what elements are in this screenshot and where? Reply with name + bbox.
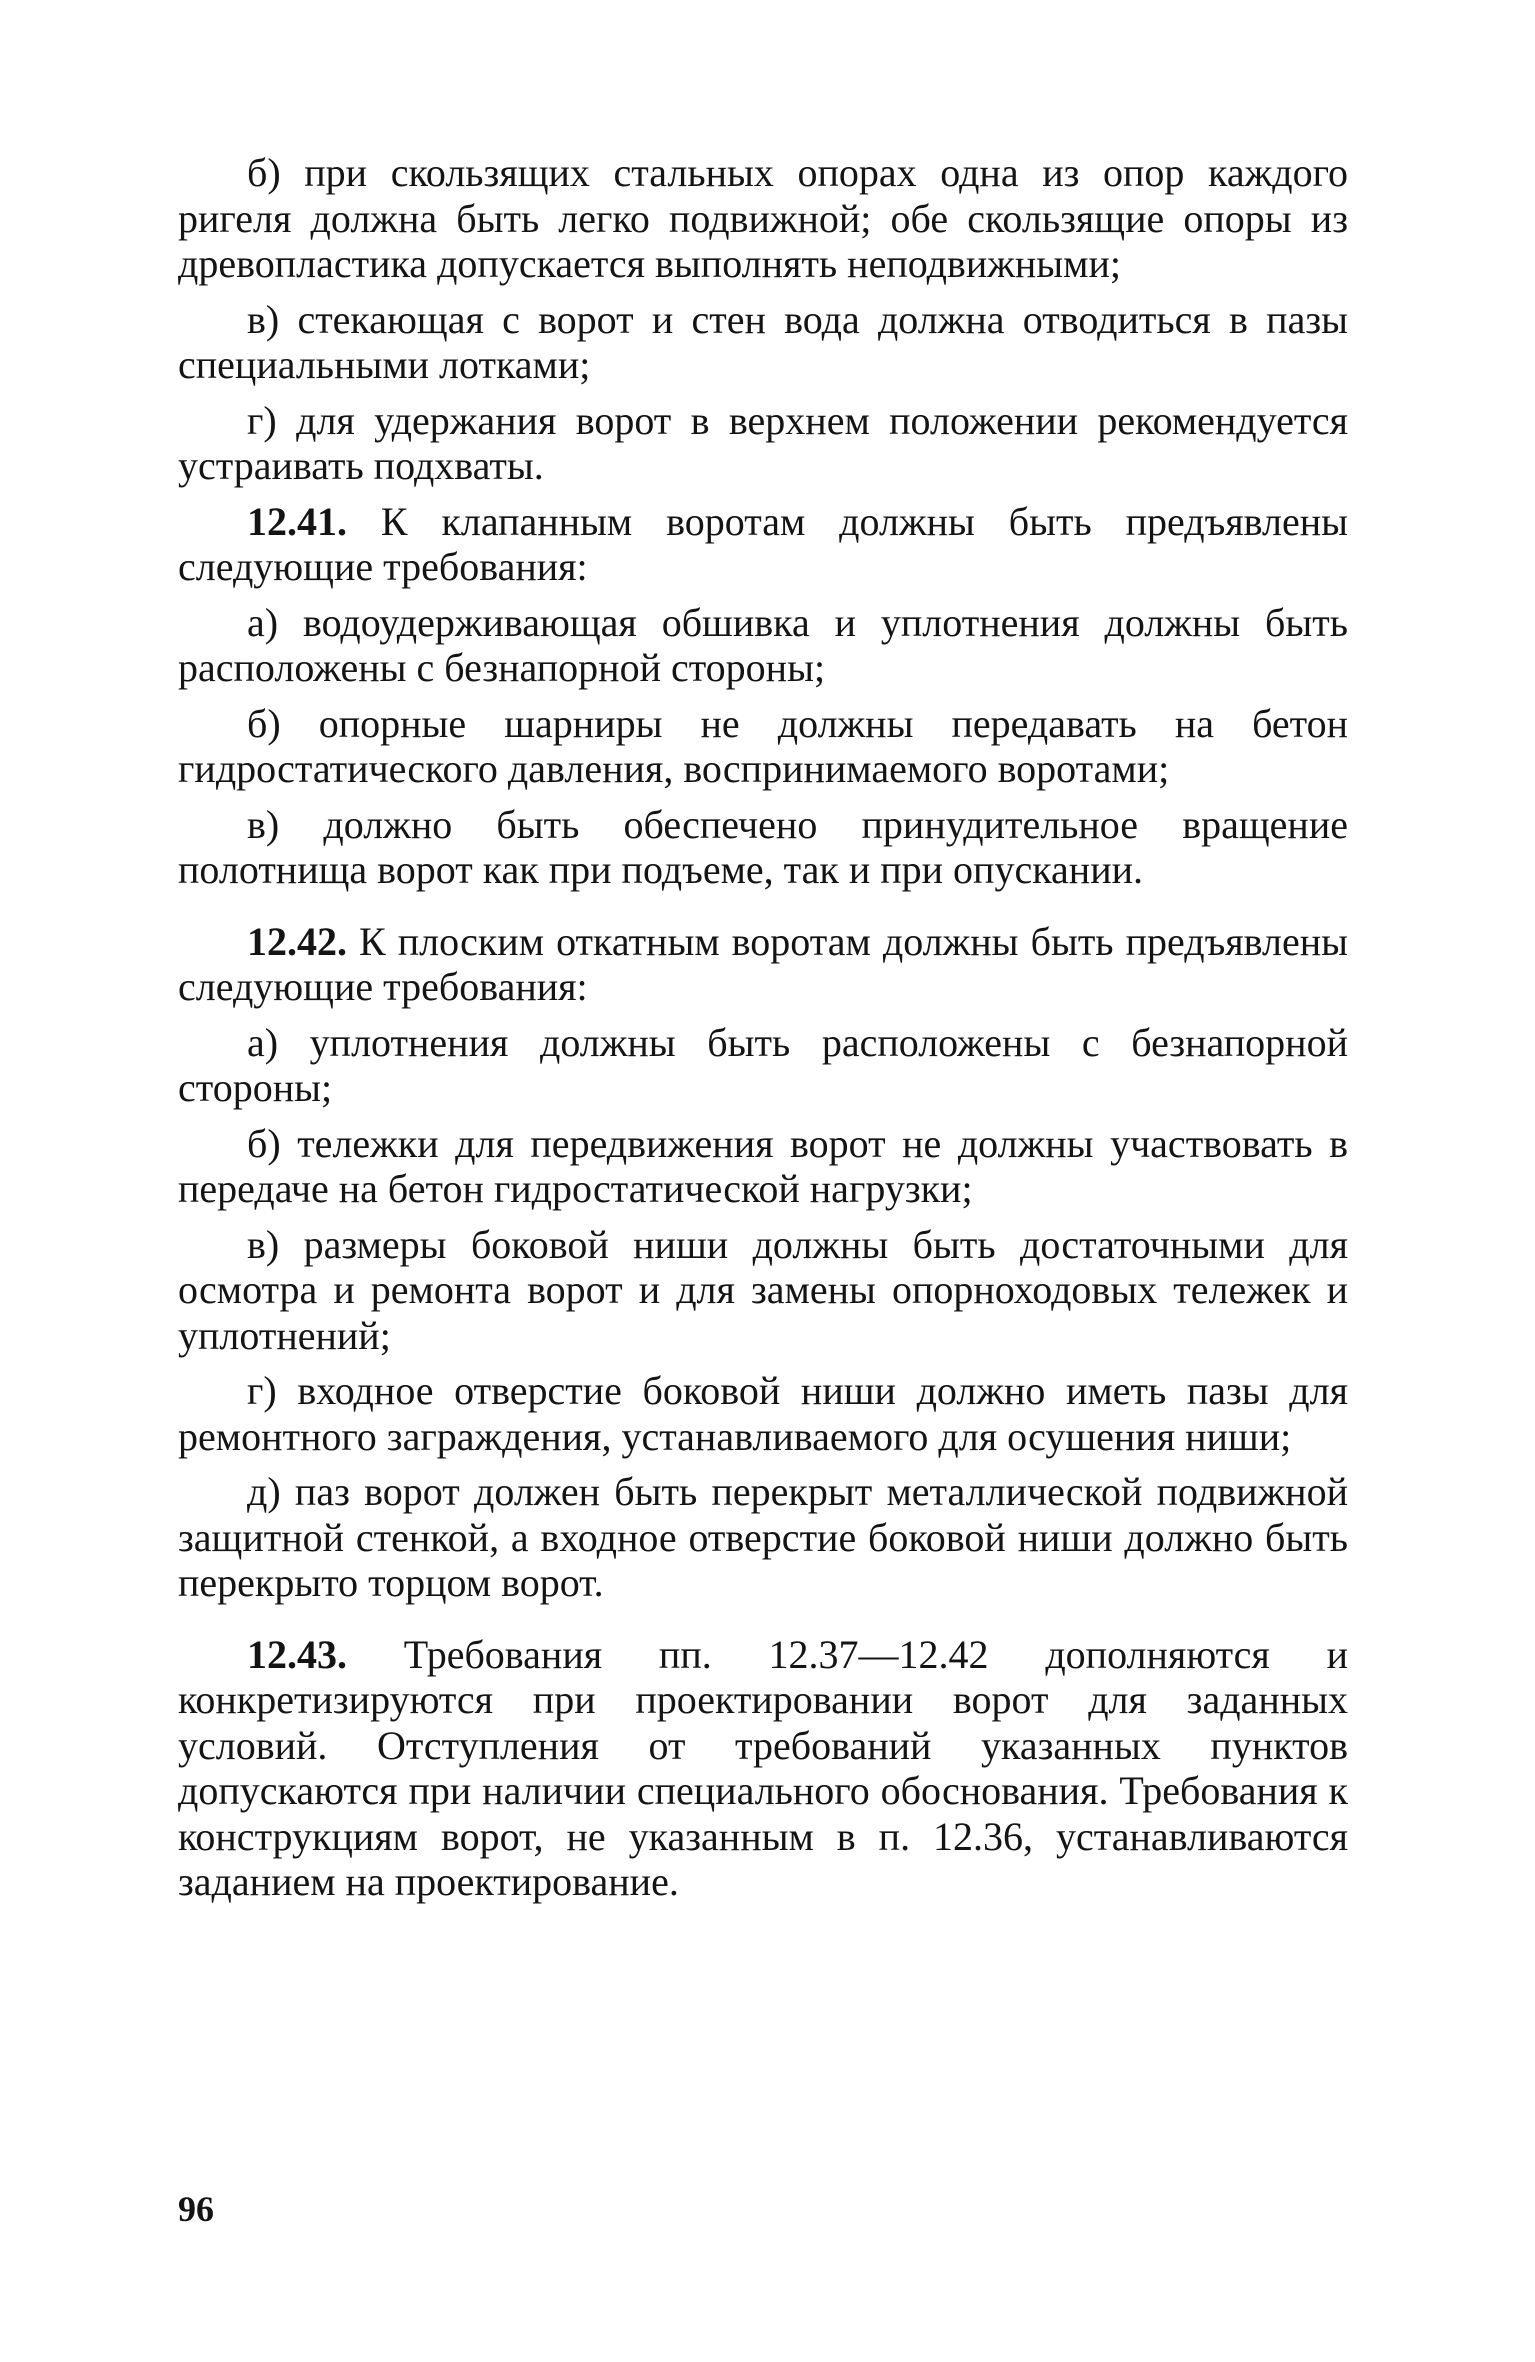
paragraph-12-41: [178, 499, 1348, 590]
paragraph-12-40-g: [178, 398, 1348, 489]
paragraph-12-43: [178, 1632, 1348, 1905]
paragraph-12-41-b: [178, 701, 1348, 792]
paragraph-text: Требования пп. 12.37—12.42 дополняются и конкретизируются при проектировании ворот для заданных условий. Отступления от требований указанных пунктов допускаются при наличии специального обоснования. Требования к конструкциям ворот, не указанным в п. 12.36, устанавливаются заданием на проектирование.: [178, 1631, 1348, 1904]
paragraph-text: в) стекающая с ворот и стен вода должна отводиться в пазы специальными лотками;: [178, 296, 1348, 387]
paragraph-text: б) опорные шарниры не должны передавать на бетон гидростатического давления, воспринимаемого воротами;: [178, 700, 1348, 791]
paragraph-text: д) паз ворот должен быть перекрыт металлической подвижной защитной стенкой, а входное отверстие боковой ниши должно быть перекрыто торцом ворот.: [178, 1469, 1348, 1605]
paragraph-12-42-b: [178, 1121, 1348, 1212]
paragraph-12-42: [178, 919, 1348, 1010]
paragraph-12-42-g: [178, 1368, 1348, 1459]
paragraph-12-42-a: [178, 1020, 1348, 1111]
paragraph-text: а) уплотнения должны быть расположены с безнапорной стороны;: [178, 1019, 1348, 1110]
page-number: 96: [178, 2189, 214, 2229]
section-number: 12.42.: [247, 918, 347, 964]
paragraph-12-41-a: [178, 600, 1348, 691]
paragraph-12-41-v: [178, 802, 1348, 893]
paragraph-text: б) при скользящих стальных опорах одна из опор каждого ригеля должна быть легко подвижной; обе скользящие опоры из древопластика допускается выполнять неподвижными;: [178, 150, 1348, 286]
section-number: 12.41.: [247, 498, 347, 544]
paragraph-12-40-b: [178, 150, 1348, 287]
paragraph-text: г) входное отверстие боковой ниши должно иметь пазы для ремонтного заграждения, устанавливаемого для осушения ниши;: [178, 1368, 1348, 1459]
paragraph-text: г) для удержания ворот в верхнем положении рекомендуется устраивать подхваты.: [178, 397, 1348, 488]
paragraph-text: б) тележки для передвижения ворот не должны участвовать в передаче на бетон гидростатической нагрузки;: [178, 1120, 1348, 1211]
section-number: 12.43.: [247, 1631, 347, 1677]
paragraph-12-42-d: [178, 1469, 1348, 1606]
paragraph-text: К плоским откатным воротам должны быть предъявлены следующие требования:: [178, 918, 1348, 1009]
paragraph-text: в) размеры боковой ниши должны быть достаточными для осмотра и ремонта ворот и для замены опорноходовых тележек и уплотнений;: [178, 1221, 1348, 1358]
paragraph-text: К клапанным воротам должны быть предъявлены следующие требования:: [178, 498, 1348, 589]
paragraph-12-42-v: [178, 1222, 1348, 1359]
paragraph-12-40-v: [178, 297, 1348, 388]
paragraph-text: а) водоудерживающая обшивка и уплотнения должны быть расположены с безнапорной стороны;: [178, 599, 1348, 690]
document-page: [178, 150, 1348, 1915]
paragraph-text: в) должно быть обеспечено принудительное вращение полотнища ворот как при подъеме, так и при опускании.: [178, 801, 1348, 892]
